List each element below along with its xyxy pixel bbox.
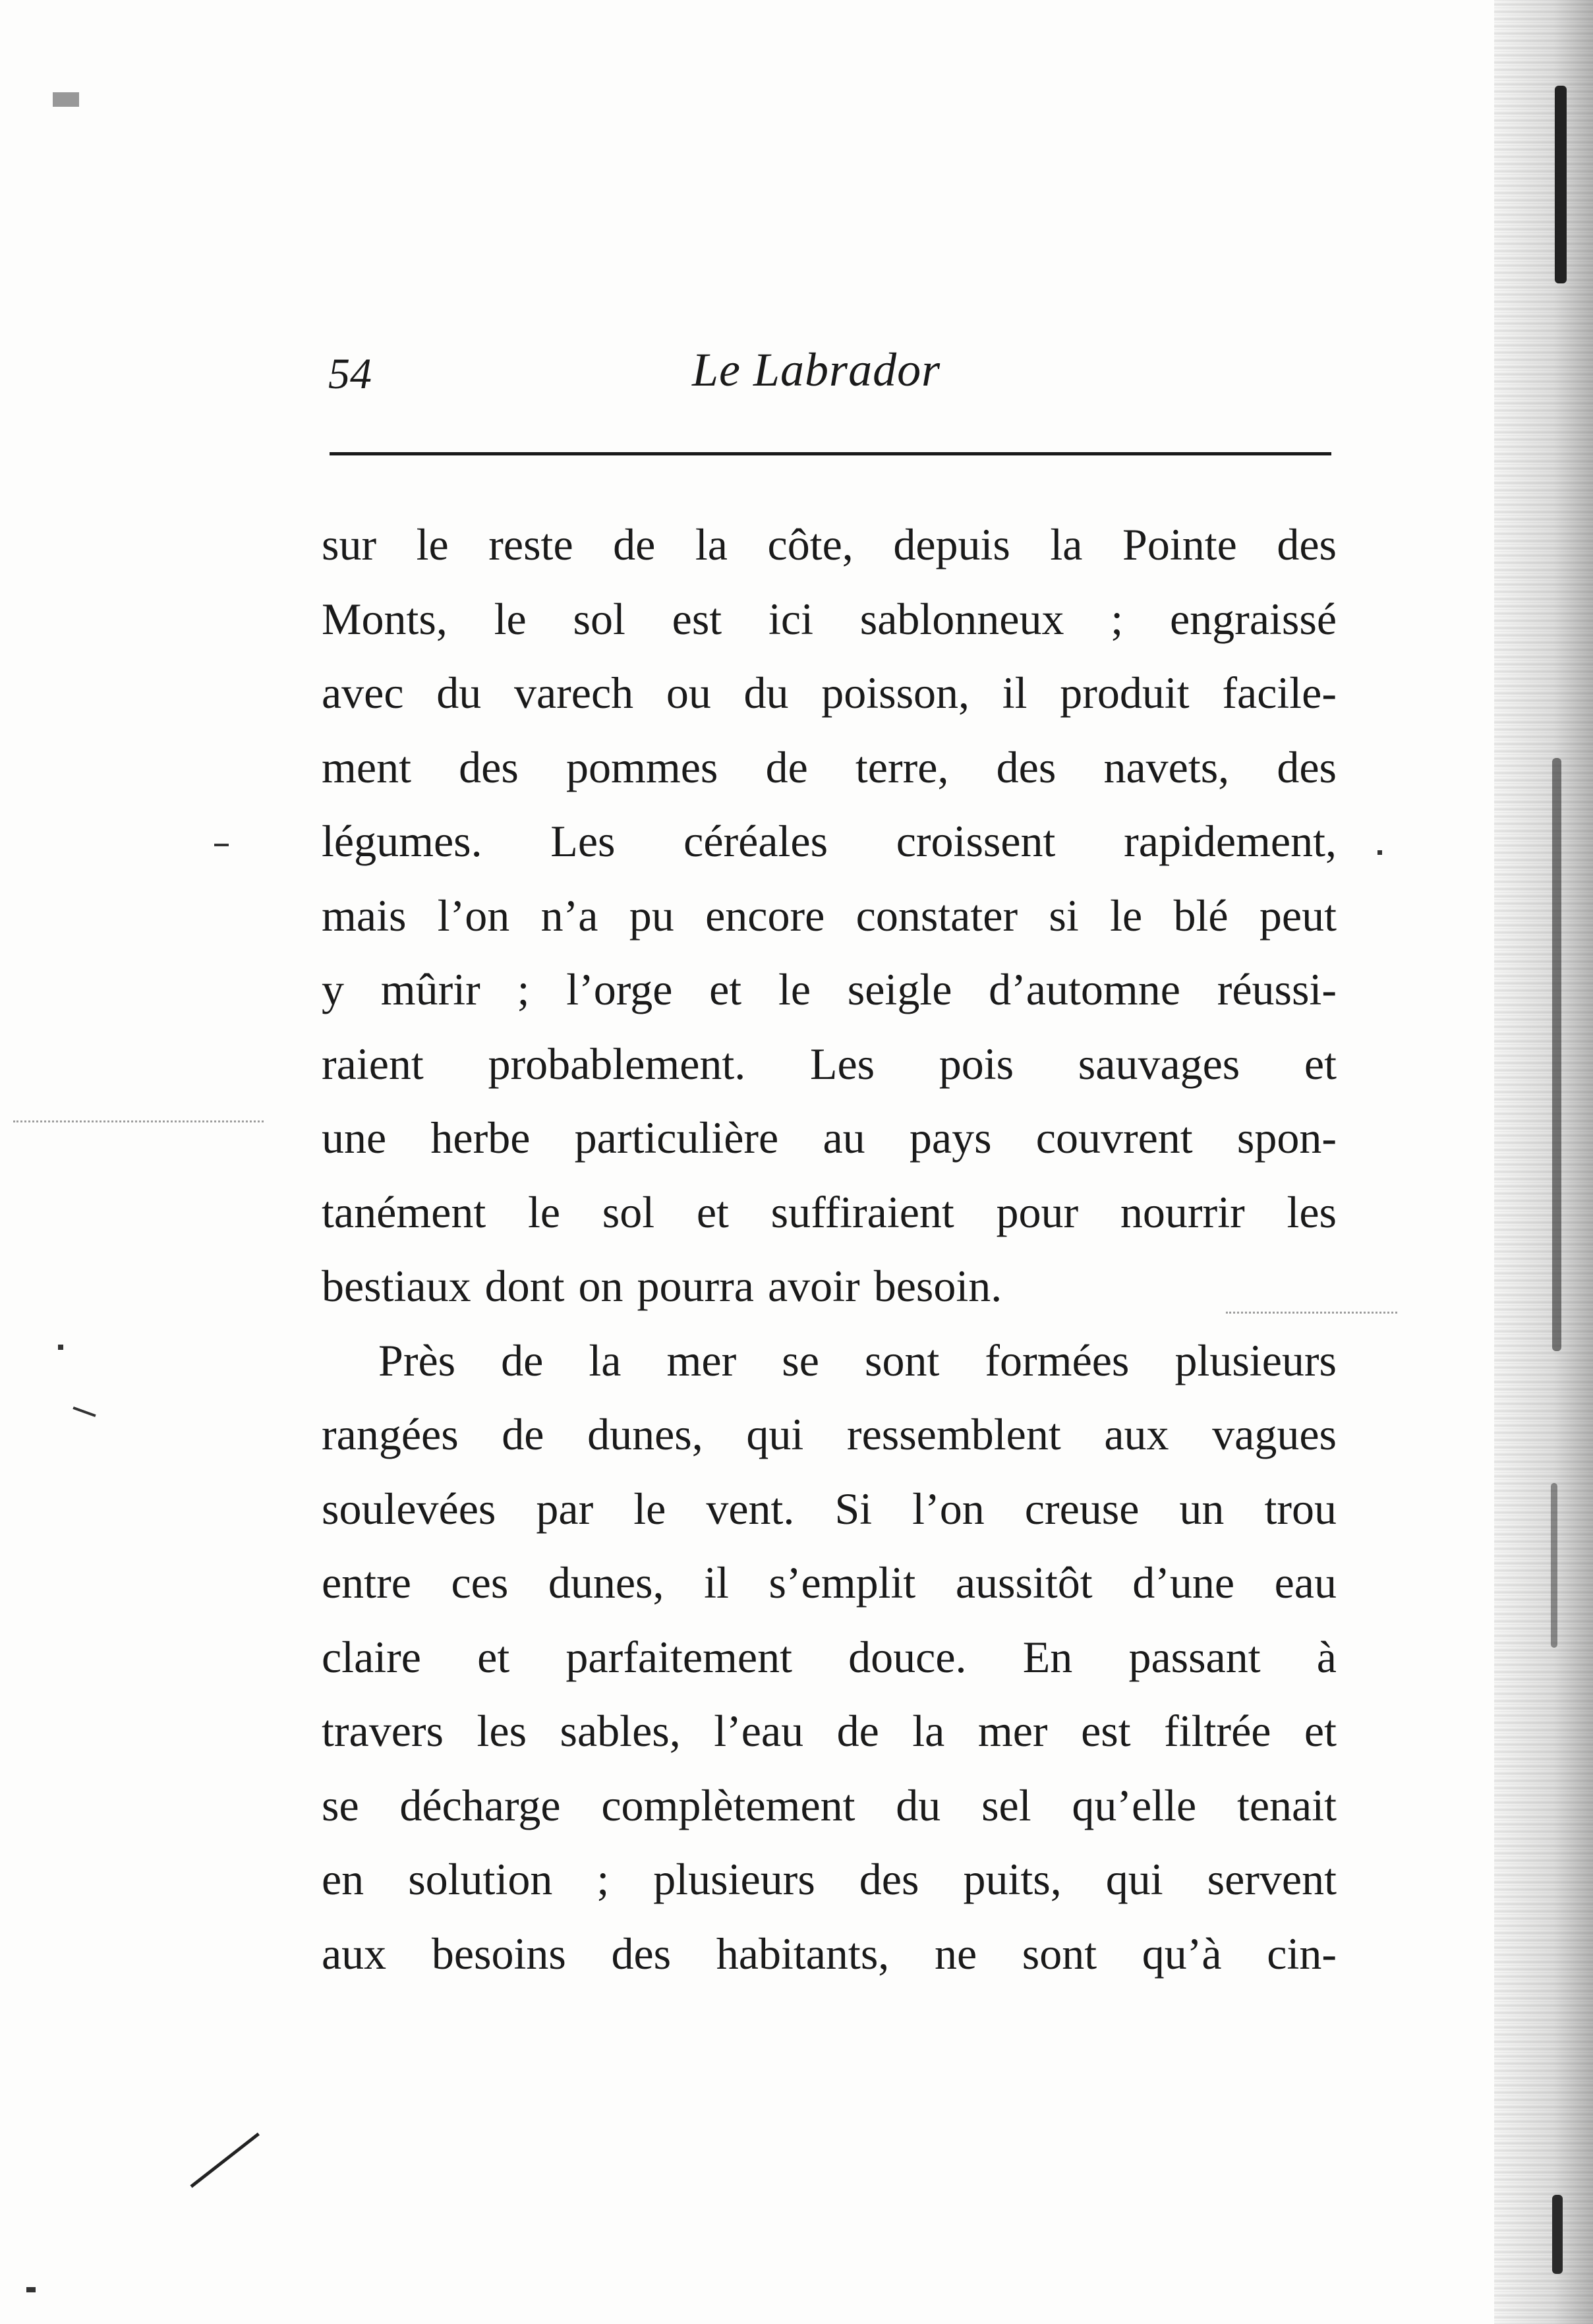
margin-dotted-mark [1226,1312,1397,1314]
text-line: avec du varech ou du poisson, il produit facile- [322,668,1337,718]
text-line: ment des pommes de terre, des navets, des [322,741,1337,792]
text-line: une herbe particulière au pays couvrent spon- [322,1113,1337,1163]
page-number: 54 [328,350,372,398]
text-line: aux besoins des habitants, ne sont qu’à cin- [322,1928,1337,1979]
scan-speck [72,1407,96,1417]
header-rule [330,452,1331,455]
text-line: se décharge complètement du sel qu’elle tenait [322,1780,1337,1830]
text-line: soulevées par le vent. Si l’on creuse un trou [322,1483,1337,1534]
paragraph-start-line: Près de la mer se sont formées plusieurs [378,1335,1337,1385]
text-line: Monts, le sol est ici sablonneux ; engraissé [322,593,1337,644]
text-line: légumes. Les céréales croissent rapidement, [322,816,1337,866]
binding-shadow-mark [1555,86,1567,283]
scan-speck [214,844,229,846]
margin-pen-stroke [190,2132,260,2188]
page-header [323,336,1338,409]
scan-speck [58,1345,63,1350]
text-line: claire et parfaitement douce. En passant à [322,1631,1337,1682]
scan-speck [1377,850,1382,855]
text-line: entre ces dunes, il s’emplit aussitôt d’une eau [322,1557,1337,1608]
text-line: travers les sables, l’eau de la mer est filtrée et [322,1706,1337,1756]
body-text [322,508,1337,1990]
scanned-binding-edge [1494,0,1593,2324]
margin-dotted-mark [13,1120,264,1122]
text-line: tanément le sol et suffiraient pour nourrir les [322,1186,1337,1237]
binding-shadow-mark [1551,1483,1557,1648]
scan-speck [26,2287,36,2292]
running-title: Le Labrador [692,343,941,396]
binding-shadow-mark [1552,2195,1563,2274]
text-line: sur le reste de la côte, depuis la Pointe des [322,519,1337,569]
scan-speck [53,92,79,107]
text-line: en solution ; plusieurs des puits, qui servent [322,1854,1337,1904]
text-line: raient probablement. Les pois sauvages et [322,1038,1337,1089]
paragraph-end-line: bestiaux dont on pourra avoir besoin. [322,1261,1002,1311]
text-line: y mûrir ; l’orge et le seigle d’automne réussi- [322,964,1337,1014]
text-line: mais l’on n’a pu encore constater si le blé peut [322,890,1337,941]
text-line: rangées de dunes, qui ressemblent aux vagues [322,1409,1337,1459]
binding-shadow-mark [1552,758,1561,1351]
